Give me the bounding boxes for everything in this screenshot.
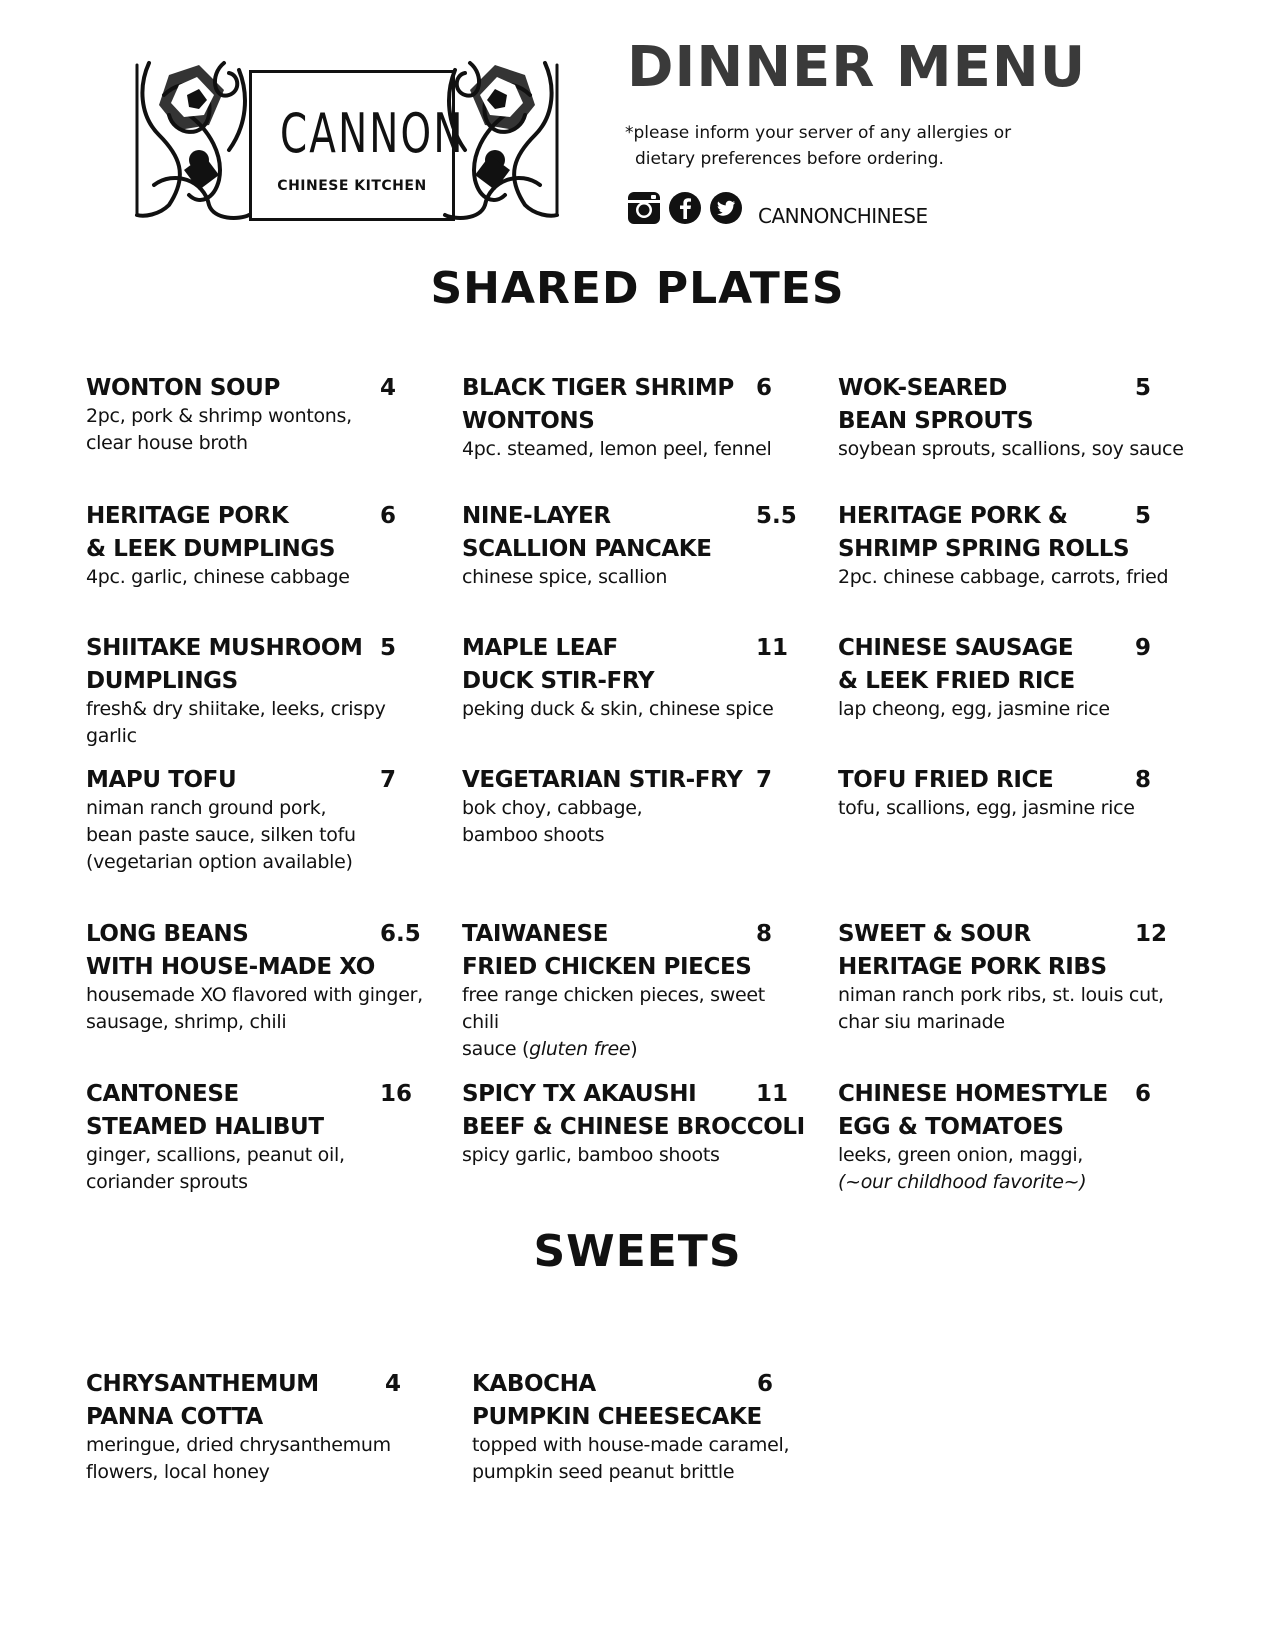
menu-item-price: 5	[380, 635, 397, 661]
menu-item-description-text: lap cheong, egg, jasmine rice	[838, 698, 1110, 720]
menu-item	[86, 918, 430, 1036]
menu-item	[462, 764, 806, 849]
menu-item-description-text: 2pc, pork & shrimp wontons, clear house broth	[86, 405, 352, 454]
menu-item-description-text: 4pc. steamed, lemon peel, fennel	[462, 438, 772, 460]
menu-item-description-text: niman ranch ground pork, bean paste sauce, silken tofu (vegetarian option available)	[86, 797, 356, 873]
menu-item-name: HERITAGE PORK & LEEK DUMPLINGS	[86, 503, 335, 562]
menu-item-description	[462, 436, 806, 463]
menu-item-price: 5.5	[756, 503, 797, 529]
menu-item-price: 6	[1135, 1081, 1152, 1107]
restaurant-logo	[129, 55, 565, 225]
twitter-icon[interactable]	[709, 191, 743, 225]
menu-item-price: 5	[1135, 503, 1152, 529]
menu-item	[838, 500, 1185, 591]
menu-item-description-text: housemade XO flavored with ginger, sausage, shrimp, chili	[86, 984, 423, 1033]
menu-item-name: WONTON SOUP	[86, 375, 280, 401]
menu-item-description-text: peking duck & skin, chinese spice	[462, 698, 774, 720]
menu-item-description	[86, 1432, 435, 1486]
menu-item-description-end: )	[630, 1038, 638, 1060]
menu-item-name: TAIWANESE FRIED CHICKEN PIECES	[462, 921, 752, 980]
menu-item-description	[838, 436, 1185, 463]
menu-item-description	[462, 696, 806, 723]
menu-item-price: 11	[756, 635, 789, 661]
menu-item-description	[86, 982, 430, 1036]
menu-item-price: 6.5	[380, 921, 421, 947]
menu-item-description	[462, 564, 806, 591]
menu-item-description	[838, 696, 1185, 723]
social-handle[interactable]: CANNONCHINESE	[758, 204, 928, 228]
menu-item-name: MAPLE LEAF DUCK STIR-FRY	[462, 635, 655, 694]
menu-item-description	[462, 1142, 806, 1169]
social-links	[627, 190, 928, 226]
menu-item-description-text: niman ranch pork ribs, st. louis cut, char siu marinade	[838, 984, 1164, 1033]
menu-item-price: 16	[380, 1081, 413, 1107]
menu-item-price: 8	[756, 921, 773, 947]
menu-item-name: SHIITAKE MUSHROOM DUMPLINGS	[86, 635, 363, 694]
menu-item-name: KABOCHA PUMPKIN CHEESECAKE	[472, 1371, 762, 1430]
menu-item-description-text: 2pc. chinese cabbage, carrots, fried	[838, 566, 1169, 588]
menu-item-name: CANTONESE STEAMED HALIBUT	[86, 1081, 324, 1140]
menu-item-name: TOFU FRIED RICE	[838, 767, 1054, 793]
menu-item	[86, 764, 430, 876]
menu-item-description-text: tofu, scallions, egg, jasmine rice	[838, 797, 1135, 819]
menu-item-price: 6	[380, 503, 397, 529]
menu-item-name: BLACK TIGER SHRIMP WONTONS	[462, 375, 734, 434]
menu-item	[838, 918, 1185, 1036]
menu-item-description	[462, 982, 806, 1063]
menu-item-description-text: topped with house-made caramel, pumpkin seed peanut brittle	[472, 1434, 790, 1483]
menu-item-name: SWEET & SOUR HERITAGE PORK RIBS	[838, 921, 1107, 980]
menu-item-description-text: leeks, green onion, maggi,	[838, 1144, 1084, 1166]
menu-item	[462, 632, 806, 723]
allergy-line-2: dietary preferences before ordering.	[635, 149, 944, 169]
menu-item-price: 11	[756, 1081, 789, 1107]
menu-item-name: SPICY TX AKAUSHI BEEF & CHINESE BROCCOLI	[462, 1081, 805, 1140]
menu-item-description	[86, 696, 430, 750]
logo-frame	[249, 70, 465, 221]
menu-item-description	[462, 795, 806, 849]
menu-item-name: HERITAGE PORK & SHRIMP SPRING ROLLS	[838, 503, 1130, 562]
menu-item-name: NINE-LAYER SCALLION PANCAKE	[462, 503, 712, 562]
menu-item-name: WOK-SEARED BEAN SPROUTS	[838, 375, 1034, 434]
menu-item-description	[838, 564, 1185, 591]
menu-item-description-note: gluten free	[529, 1038, 631, 1060]
menu-item	[462, 918, 806, 1063]
menu-item-description-text: soybean sprouts, scallions, soy sauce	[838, 438, 1184, 460]
menu-item-description-text: bok choy, cabbage, bamboo shoots	[462, 797, 643, 846]
menu-item-name: MAPU TOFU	[86, 767, 237, 793]
logo-subtitle: CHINESE KITCHEN	[277, 178, 427, 194]
menu-item-name: CHINESE HOMESTYLE EGG & TOMATOES	[838, 1081, 1108, 1140]
menu-item-price: 6	[757, 1371, 774, 1397]
menu-item-description	[86, 403, 430, 457]
floral-ornament-icon	[435, 55, 565, 225]
menu-item-description-text: fresh& dry shiitake, leeks, crispy garlic	[86, 698, 386, 747]
menu-item	[838, 764, 1185, 822]
menu-item-description	[838, 1142, 1185, 1196]
menu-item-description-text: spicy garlic, bamboo shoots	[462, 1144, 720, 1166]
menu-item-price: 7	[756, 767, 773, 793]
menu-item-description-text: free range chicken pieces, sweet chili sauce (	[462, 984, 765, 1060]
menu-item	[838, 372, 1185, 463]
menu-item	[472, 1368, 807, 1486]
menu-item	[86, 372, 430, 457]
section-title-sweets: SWEETS	[533, 1226, 742, 1277]
section-title-shared-plates: SHARED PLATES	[430, 263, 845, 314]
menu-item	[838, 1078, 1185, 1196]
instagram-icon[interactable]	[627, 191, 661, 225]
menu-item-description	[838, 795, 1185, 822]
menu-item	[86, 500, 430, 591]
menu-item-description-text: ginger, scallions, peanut oil, coriander sprouts	[86, 1144, 345, 1193]
menu-item-description-text: 4pc. garlic, chinese cabbage	[86, 566, 350, 588]
menu-item-name: CHRYSANTHEMUM PANNA COTTA	[86, 1371, 319, 1430]
menu-item	[838, 632, 1185, 723]
menu-item-price: 4	[380, 375, 397, 401]
allergy-notice	[625, 120, 1045, 172]
menu-item-description-note: (~our childhood favorite~)	[838, 1171, 1087, 1193]
menu-item	[462, 1078, 806, 1169]
menu-item	[86, 632, 430, 750]
facebook-icon[interactable]	[668, 191, 702, 225]
menu-item-price: 9	[1135, 635, 1152, 661]
menu-item-description	[472, 1432, 807, 1486]
menu-item-description	[86, 564, 430, 591]
menu-item	[86, 1368, 435, 1486]
menu-item-description-text: meringue, dried chrysanthemum flowers, local honey	[86, 1434, 391, 1483]
menu-item	[462, 500, 806, 591]
menu-item-price: 8	[1135, 767, 1152, 793]
menu-item	[86, 1078, 430, 1196]
menu-item-price: 6	[756, 375, 773, 401]
menu-item-description	[86, 795, 430, 876]
allergy-line-1: *please inform your server of any allergies or	[625, 123, 1012, 143]
menu-item-name: VEGETARIAN STIR-FRY	[462, 767, 743, 793]
menu-item-description-text: chinese spice, scallion	[462, 566, 668, 588]
menu-item-name: CHINESE SAUSAGE & LEEK FRIED RICE	[838, 635, 1075, 694]
logo-name: CANNON	[280, 102, 465, 165]
menu-item-price: 4	[385, 1371, 402, 1397]
menu-item	[462, 372, 806, 463]
menu-item-name: LONG BEANS WITH HOUSE-MADE XO	[86, 921, 375, 980]
menu-item-description	[838, 982, 1185, 1036]
menu-title: DINNER MENU	[627, 35, 1087, 100]
menu-item-price: 7	[380, 767, 397, 793]
menu-item-price: 5	[1135, 375, 1152, 401]
menu-item-description	[86, 1142, 430, 1196]
floral-ornament-icon	[129, 55, 259, 225]
menu-item-price: 12	[1135, 921, 1168, 947]
